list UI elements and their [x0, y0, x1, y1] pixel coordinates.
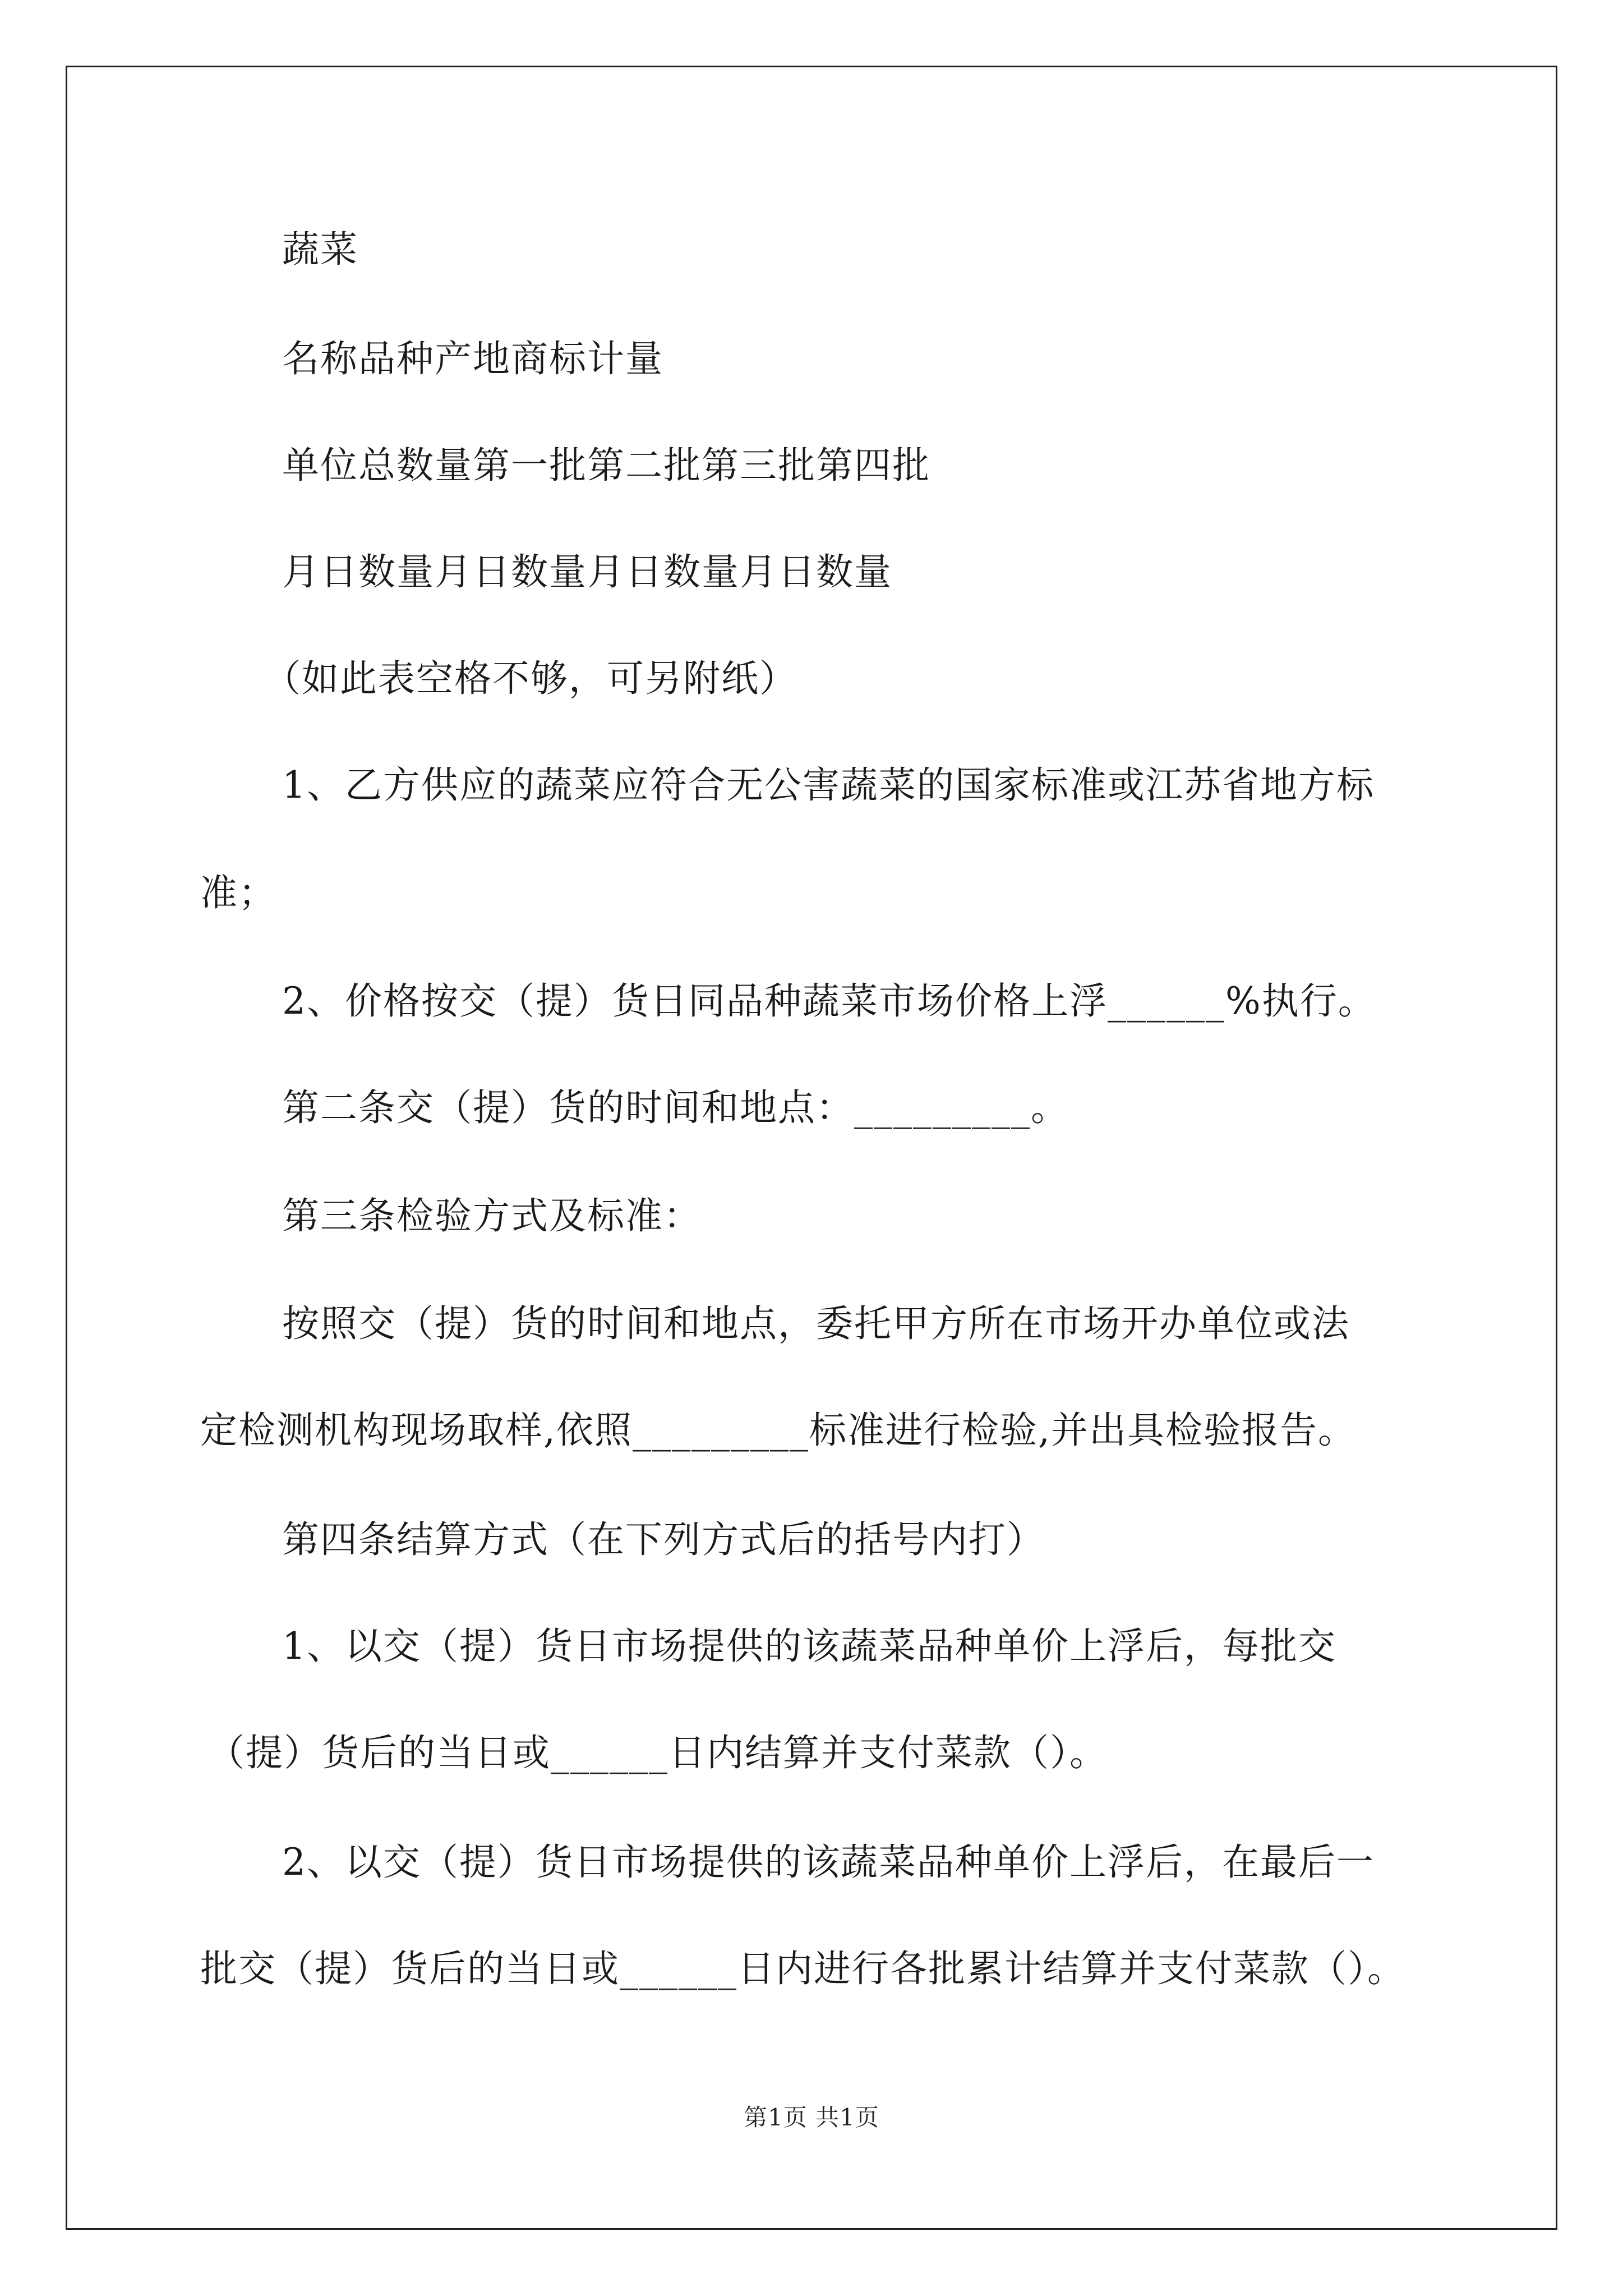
text-line-vegetables: 蔬菜	[282, 228, 358, 271]
text-line-settlement-option-2: 2、以交（提）货日市场提供的该蔬菜品种单价上浮后，在最后一	[282, 1841, 1375, 1884]
page-border	[66, 66, 1557, 2230]
text-line-settlement-option-1-cont: （提）货后的当日或______日内结算并支付菜款（）。	[208, 1731, 1108, 1774]
text-line-settlement-option-2-cont: 批交（提）货后的当日或______日内进行各批累计结算并支付菜款（）。	[200, 1947, 1405, 1990]
text-line-table-note: （如此表空格不够，可另附纸）	[264, 657, 797, 700]
text-line-article-3-body: 按照交（提）货的时间和地点，委托甲方所在市场开办单位或法	[282, 1302, 1350, 1345]
text-line-table-header-3: 月日数量月日数量月日数量月日数量	[282, 550, 892, 593]
text-line-clause-2-price: 2、价格按交（提）货日同品种蔬菜市场价格上浮______%执行。	[282, 979, 1376, 1023]
text-line-settlement-option-1: 1、以交（提）货日市场提供的该蔬菜品种单价上浮后，每批交	[282, 1625, 1336, 1668]
text-line-clause-1-standard-cont: 准；	[200, 871, 276, 914]
text-line-article-3-body-cont: 定检测机构现场取样,依照_________标准进行检验,并出具检验报告。	[200, 1409, 1356, 1452]
text-line-table-header-2: 单位总数量第一批第二批第三批第四批	[282, 444, 930, 487]
text-line-table-header-1: 名称品种产地商标计量	[282, 337, 663, 380]
text-line-article-4-heading: 第四条结算方式（在下列方式后的括号内打）	[282, 1518, 1045, 1561]
text-line-article-3-heading: 第三条检验方式及标准：	[282, 1194, 702, 1237]
text-line-clause-1-standard: 1、乙方供应的蔬菜应符合无公害蔬菜的国家标准或江苏省地方标	[282, 763, 1375, 807]
text-line-article-2-delivery: 第二条交（提）货的时间和地点：_________。	[282, 1086, 1069, 1129]
page-number-footer: 第1页 共1页	[744, 2104, 879, 2131]
